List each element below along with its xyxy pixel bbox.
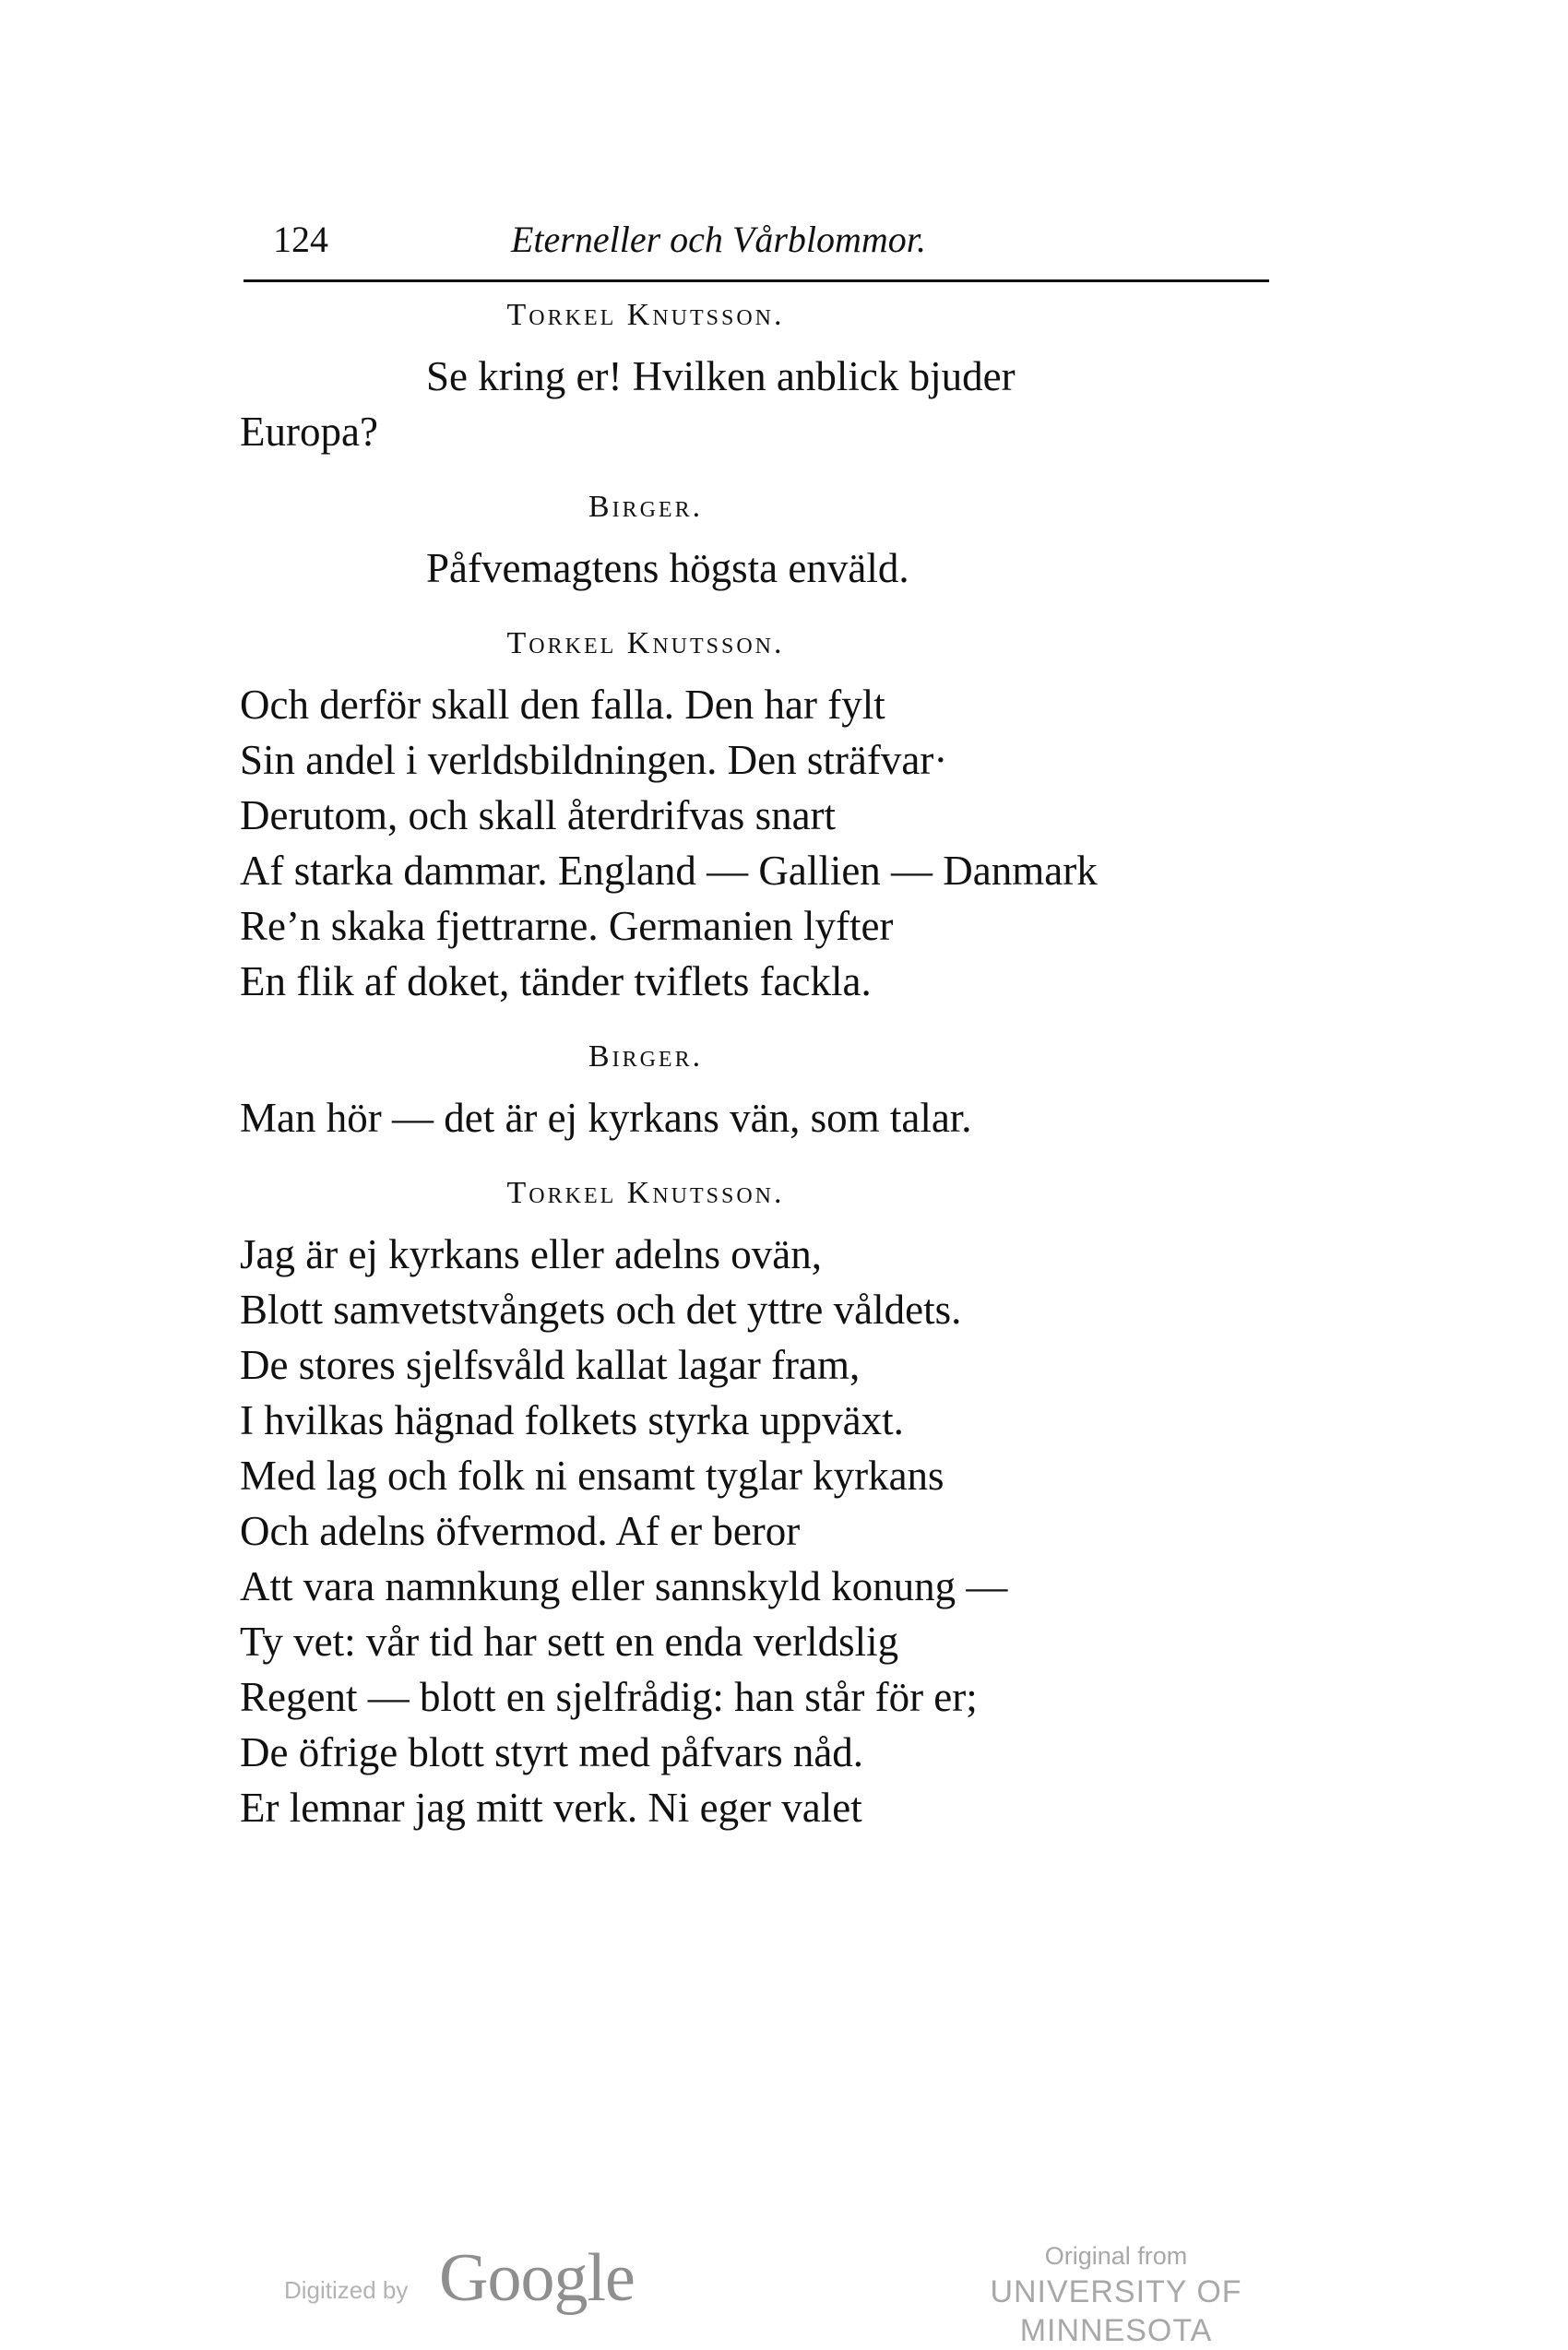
verse-line: Påfvemagtens högsta enväld. (426, 545, 909, 591)
page-header (244, 214, 1269, 269)
verse-line: Se kring er! Hvilken anblick bjuder (426, 353, 1016, 399)
verse-line: De öfrige blott styrt med påfvars nåd. (240, 1729, 864, 1775)
speaker-name: Torkel Knutsson. (506, 626, 785, 660)
verse-line: Sin andel i verldsbildningen. Den sträfvar· (240, 737, 948, 783)
original-from-watermark (904, 2239, 1328, 2348)
speaker-name: Birger. (588, 490, 704, 524)
spacer (240, 459, 1347, 487)
verse-line: Derutom, och skall återdrifvas snart (240, 792, 837, 838)
spacer (240, 528, 1347, 540)
original-from-label: Original from (1044, 2242, 1188, 2270)
spacer (240, 1214, 1347, 1227)
verse-line: Ty vet: vår tid har sett en enda verldslig (240, 1619, 899, 1665)
google-logo: Google (439, 2240, 635, 2316)
spacer (240, 1145, 1347, 1173)
dialogue-text (240, 295, 1347, 1835)
verse-line: De stores sjelfsvåld kallat lagar fram, (240, 1342, 861, 1388)
verse-line: Med lag och folk ni ensamt tyglar kyrkans (240, 1453, 944, 1499)
verse-line: Re’n skaka fjettrarne. Germanien lyfter (240, 903, 894, 949)
spacer (240, 1009, 1347, 1037)
library-name: UNIVERSITY OF MINNESOTA (990, 2274, 1242, 2348)
page-number: 124 (273, 219, 328, 260)
running-title: Eterneller och Vårblommor. (511, 219, 926, 260)
spacer (240, 336, 1347, 349)
verse-line: Jag är ej kyrkans eller adelns ovän, (240, 1231, 823, 1277)
spacer (240, 664, 1347, 677)
speaker-name: Birger. (588, 1039, 704, 1074)
speaker-name: Torkel Knutsson. (506, 298, 785, 332)
verse-line: Af starka dammar. England — Gallien — Danmark (240, 848, 1098, 894)
header-rule (244, 279, 1269, 282)
digitized-by-watermark (284, 2232, 671, 2324)
verse-line: Och adelns öfvermod. Af er beror (240, 1508, 801, 1554)
verse-line: Europa? (240, 409, 378, 455)
verse-line: Och derför skall den falla. Den har fylt (240, 682, 885, 728)
verse-line: Blott samvetstvångets och det yttre våldets. (240, 1287, 962, 1333)
verse-line: Regent — blott en sjelfrådig: han står för er; (240, 1674, 978, 1720)
verse-line: Er lemnar jag mitt verk. Ni eger valet (240, 1785, 862, 1831)
speaker-name: Torkel Knutsson. (506, 1176, 785, 1210)
spacer (240, 596, 1347, 623)
verse-line: Att vara namnkung eller sannskyld konung — (240, 1563, 1008, 1609)
verse-line: Man hör — det är ej kyrkans vän, som talar. (240, 1095, 972, 1141)
digitized-label: Digitized by (284, 2276, 409, 2304)
verse-line: I hvilkas hägnad folkets styrka uppväxt. (240, 1397, 904, 1443)
verse-line: En flik af doket, tänder tviflets fackla. (240, 958, 872, 1004)
spacer (240, 1077, 1347, 1090)
